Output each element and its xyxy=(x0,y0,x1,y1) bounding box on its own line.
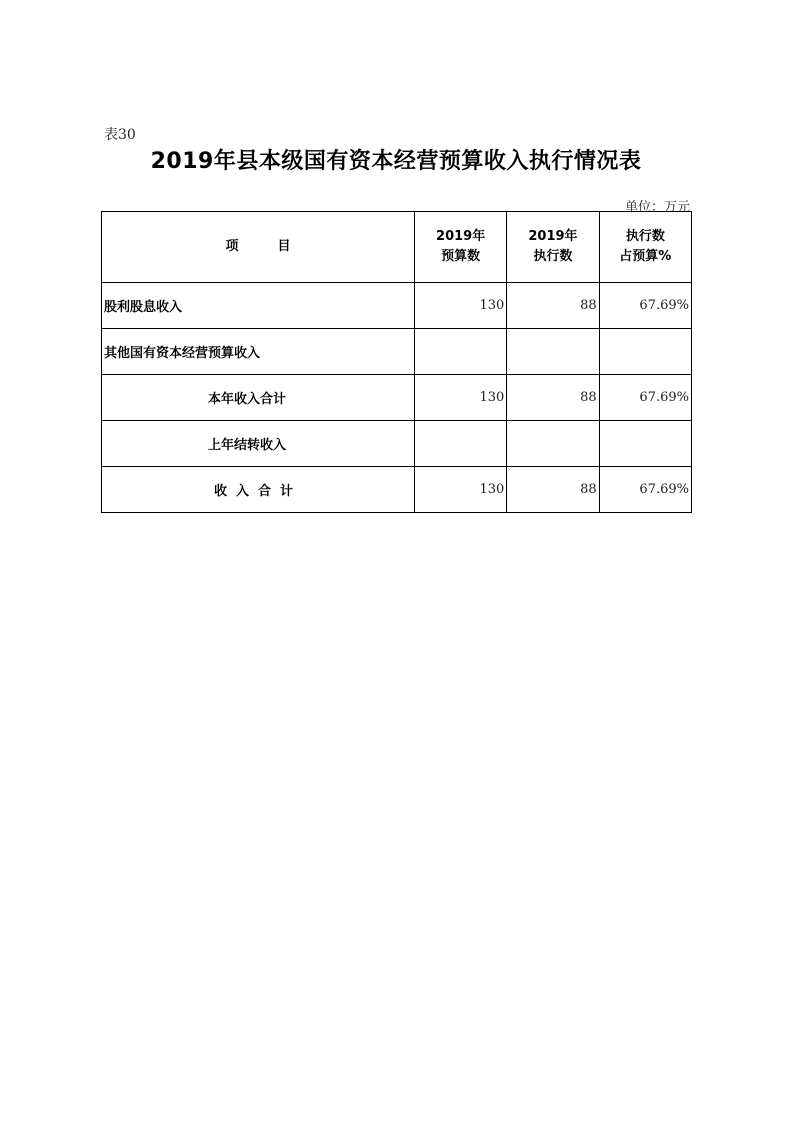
row-budget: 130 xyxy=(414,375,506,421)
page-title: 2019年县本级国有资本经营预算收入执行情况表 xyxy=(150,149,642,174)
header-item: 项 目 xyxy=(102,212,415,283)
header-ratio-line1: 执行数 xyxy=(625,229,665,244)
row-item: 上年结转收入 xyxy=(102,421,415,467)
header-budget xyxy=(414,212,506,283)
row-ratio xyxy=(599,329,691,375)
row-budget xyxy=(414,421,506,467)
row-executed: 88 xyxy=(507,467,599,513)
header-executed-line2: 执行数 xyxy=(533,249,573,264)
header-ratio-line2: 占预算% xyxy=(619,249,672,264)
row-item: 本年收入合计 xyxy=(102,375,415,421)
row-ratio: 67.69% xyxy=(599,467,691,513)
header-budget-line2: 预算数 xyxy=(441,249,481,264)
table-row xyxy=(102,329,692,375)
table-row xyxy=(102,421,692,467)
header-budget-line1: 2019年 xyxy=(436,229,486,244)
row-ratio xyxy=(599,421,691,467)
row-budget: 130 xyxy=(414,283,506,329)
row-ratio: 67.69% xyxy=(599,375,691,421)
row-executed xyxy=(507,329,599,375)
header-ratio xyxy=(599,212,691,283)
revenue-execution-table xyxy=(101,211,692,513)
table-row xyxy=(102,283,692,329)
row-ratio: 67.69% xyxy=(599,283,691,329)
row-item: 股利股息收入 xyxy=(102,283,415,329)
row-executed: 88 xyxy=(507,283,599,329)
header-executed xyxy=(507,212,599,283)
unit-label: 单位：万元 xyxy=(624,200,690,215)
row-budget: 130 xyxy=(414,467,506,513)
row-executed xyxy=(507,421,599,467)
table-number: 表30 xyxy=(104,127,136,143)
header-executed-line1: 2019年 xyxy=(528,229,578,244)
row-item: 收入合计 xyxy=(102,467,415,513)
row-budget xyxy=(414,329,506,375)
table-header-row xyxy=(102,212,692,283)
table-row xyxy=(102,375,692,421)
table-row-total xyxy=(102,467,692,513)
row-item: 其他国有资本经营预算收入 xyxy=(102,329,415,375)
row-executed: 88 xyxy=(507,375,599,421)
